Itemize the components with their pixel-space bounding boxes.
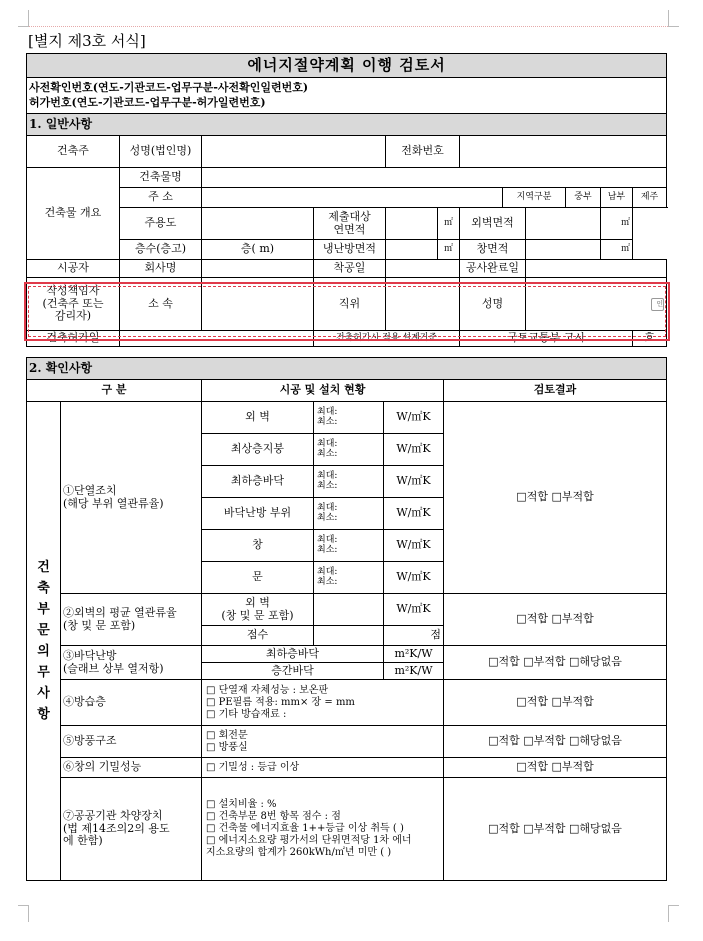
floor-heating-label: 바닥난방 부위 bbox=[202, 498, 314, 530]
window-label: 창 bbox=[202, 530, 314, 562]
top-roof-label: 최상층지붕 bbox=[202, 434, 314, 466]
r-value-unit: m²K/W bbox=[384, 646, 444, 663]
completion-date-field[interactable] bbox=[526, 260, 667, 278]
building-mandatory-label bbox=[27, 402, 61, 881]
wall-incl-label: 외 벽 (창 및 문 포함) bbox=[202, 594, 314, 626]
shading-option-ratio[interactable]: □ 설치비율 : % bbox=[206, 799, 277, 810]
permit-standard-label: 건축허가시 적용 설계기준 bbox=[314, 331, 460, 347]
section-1-heading: 1. 일반사항 bbox=[27, 114, 667, 136]
position-label: 직위 bbox=[314, 278, 386, 331]
permit-date-field[interactable] bbox=[120, 331, 314, 347]
window-area-label: 창면적 bbox=[460, 240, 526, 260]
mid-floor-label: 층간바닥 bbox=[202, 663, 384, 680]
windbreak-option-revolving-door[interactable]: □ 회전문 bbox=[206, 729, 248, 741]
vertical-label-char: 의 bbox=[37, 644, 50, 659]
door-label: 문 bbox=[202, 562, 314, 594]
owner-label: 건축주 bbox=[27, 136, 120, 168]
hvac-area-label: 냉난방면적 bbox=[314, 240, 386, 260]
wall-label: 외 벽 bbox=[202, 402, 314, 434]
author-name-field[interactable] bbox=[526, 278, 667, 331]
windbreak-result[interactable]: □적합 □부적합 □해당없음 bbox=[444, 726, 667, 758]
moisture-option-other[interactable]: □ 기타 방습재료 : bbox=[206, 708, 287, 720]
u-value-unit: W/㎡K bbox=[384, 434, 444, 466]
insulation-item-label: ①단열조치 (해당 부위 열관류율) bbox=[61, 402, 202, 594]
window-area-unit: ㎡ bbox=[601, 240, 633, 260]
vertical-label-char: 사 bbox=[37, 686, 50, 701]
form-number-label: [별지 제3호 서식] bbox=[28, 32, 146, 50]
permit-date-label: 건축허가일 bbox=[27, 331, 120, 347]
u-value-unit: W/㎡K bbox=[384, 402, 444, 434]
address-label: 주 소 bbox=[120, 188, 202, 208]
position-field[interactable] bbox=[386, 278, 460, 331]
affiliation-label: 소 속 bbox=[120, 278, 202, 331]
shading-option-score[interactable]: □ 건축부문 8번 항목 점수 : 점 bbox=[206, 811, 341, 822]
company-label: 회사명 bbox=[120, 260, 202, 278]
min-label: 최소: bbox=[317, 448, 338, 459]
vertical-label-char: 무 bbox=[37, 665, 50, 680]
region-central[interactable]: 중부 bbox=[566, 188, 601, 208]
airtightness-option[interactable]: □ 기밀성 : 등급 이상 bbox=[202, 758, 444, 778]
shading-option-efficiency[interactable]: □ 건축물 에너지효율 1++등급 이상 취득 ( ) bbox=[206, 823, 404, 834]
shading-result[interactable]: □적합 □부적합 □해당없음 bbox=[444, 778, 667, 881]
avg-wall-u-item-label: ②외벽의 평균 열관류율 (창 및 문 포함) bbox=[61, 594, 202, 646]
airtightness-item-label: ⑥창의 기밀성능 bbox=[61, 758, 202, 778]
shading-item-label: ⑦공공기관 차양장치 (법 제14조의2의 용도 에 한함) bbox=[61, 778, 202, 881]
score-label: 점수 bbox=[202, 626, 314, 646]
contractor-label: 시공자 bbox=[27, 260, 120, 278]
pre-check-number-label: 사전확인번호(연도-기관코드-업무구분-사전확인일련번호) bbox=[29, 80, 309, 94]
general-info-table bbox=[26, 53, 667, 347]
address-field[interactable] bbox=[202, 188, 503, 208]
hvac-area-unit: ㎡ bbox=[438, 240, 460, 260]
checklist-table bbox=[26, 357, 667, 881]
status-header: 시공 및 설치 현황 bbox=[202, 380, 444, 402]
max-label: 최대: bbox=[317, 471, 338, 482]
region-south[interactable]: 남부 bbox=[601, 188, 633, 208]
exterior-wall-area-label: 외벽면적 bbox=[460, 208, 526, 240]
main-use-label: 주용도 bbox=[120, 208, 202, 240]
region-label: 지역구분 bbox=[503, 188, 566, 208]
exterior-wall-area-field[interactable] bbox=[526, 208, 601, 240]
division-header: 구 분 bbox=[27, 380, 202, 402]
page-corner-guide bbox=[18, 10, 29, 27]
min-label: 최소: bbox=[317, 416, 338, 427]
owner-name-label: 성명(법인명) bbox=[120, 136, 202, 168]
u-value-unit: W/㎡K bbox=[384, 466, 444, 498]
floors-label: 층수(층고) bbox=[120, 240, 202, 260]
author-name-label: 성명 bbox=[460, 278, 526, 331]
building-name-label: 건축물명 bbox=[120, 168, 202, 188]
moisture-option-insulation[interactable]: □ 단열재 자체성능 : 보온판 bbox=[206, 684, 329, 696]
exterior-wall-area-unit: ㎡ bbox=[601, 208, 633, 240]
phone-field[interactable] bbox=[460, 136, 667, 168]
vertical-label-char: 문 bbox=[37, 623, 50, 638]
max-label: 최대: bbox=[317, 535, 338, 546]
moisture-barrier-item-label: ④방습층 bbox=[61, 680, 202, 726]
owner-name-field[interactable] bbox=[202, 136, 386, 168]
moisture-option-pe-film[interactable]: □ PE필름 적용: mm× 장 = mm bbox=[206, 696, 355, 708]
hvac-area-field[interactable] bbox=[386, 240, 438, 260]
permit-number-label: 허가번호(연도-기관코드-업무구분-허가일련번호) bbox=[29, 95, 266, 109]
avg-wall-u-result[interactable]: □적합 □부적합 bbox=[444, 594, 667, 646]
notice-label: 국토교통부 고시 bbox=[460, 331, 633, 347]
submit-area-unit: ㎡ bbox=[438, 208, 460, 240]
u-value-unit: W/㎡K bbox=[384, 530, 444, 562]
document-title: 에너지절약계획 이행 검토서 bbox=[27, 54, 667, 78]
submit-area-field[interactable] bbox=[386, 208, 438, 240]
vertical-label-char: 부 bbox=[37, 602, 50, 617]
building-name-field[interactable] bbox=[202, 168, 667, 188]
page-corner-guide bbox=[18, 905, 29, 922]
vertical-label-char: 건 bbox=[37, 560, 50, 575]
max-label: 최대: bbox=[317, 567, 338, 578]
company-field[interactable] bbox=[202, 260, 314, 278]
vertical-label-char: 축 bbox=[37, 581, 50, 596]
r-value-unit: m²K/W bbox=[384, 663, 444, 680]
main-use-field[interactable] bbox=[202, 208, 314, 240]
phone-label: 전화번호 bbox=[386, 136, 460, 168]
min-label: 최소: bbox=[317, 576, 338, 587]
start-date-label: 착공일 bbox=[314, 260, 386, 278]
page-corner-guide bbox=[668, 10, 679, 27]
page-corner-guide bbox=[668, 905, 679, 922]
region-jeju[interactable]: 제주 bbox=[633, 188, 667, 208]
floors-field[interactable]: 층( m) bbox=[202, 240, 314, 260]
max-label: 최대: bbox=[317, 503, 338, 514]
notice-number-suffix: 호 bbox=[633, 331, 667, 347]
window-area-field[interactable] bbox=[526, 240, 601, 260]
result-header: 검토결과 bbox=[444, 380, 667, 402]
seal-mark: 인 bbox=[651, 298, 664, 311]
max-label: 최대: bbox=[317, 407, 338, 418]
avg-u-field[interactable] bbox=[314, 594, 384, 626]
moisture-barrier-result[interactable]: □적합 □부적합 bbox=[444, 680, 667, 726]
building-overview-label: 건축물 개요 bbox=[27, 168, 120, 260]
insulation-result[interactable]: □적합 □부적합 bbox=[444, 402, 667, 594]
section-2-heading: 2. 확인사항 bbox=[27, 358, 667, 380]
floor-heating-result[interactable]: □적합 □부적합 □해당없음 bbox=[444, 646, 667, 680]
start-date-field[interactable] bbox=[386, 260, 460, 278]
u-value-unit: W/㎡K bbox=[384, 562, 444, 594]
score-field[interactable] bbox=[314, 626, 384, 646]
shading-option-energy-demand[interactable]: □ 에너지소요량 평가서의 단위면적당 1차 에너 지소요량의 합계가 260kWh/㎡년 미만 ( ) bbox=[206, 835, 412, 858]
floor-heating-item-label: ③바닥난방 (슬래브 상부 열저항) bbox=[61, 646, 202, 680]
min-label: 최소: bbox=[317, 480, 338, 491]
windbreak-option-vestibule[interactable]: □ 방풍실 bbox=[206, 741, 248, 753]
airtightness-result[interactable]: □적합 □부적합 bbox=[444, 758, 667, 778]
page-margin-guide bbox=[28, 26, 668, 27]
max-label: 최대: bbox=[317, 439, 338, 450]
submit-area-label: 제출대상 연면적 bbox=[314, 208, 386, 240]
bottom-floor-label: 최하층바닥 bbox=[202, 646, 384, 663]
author-label: 작성책임자 (건축주 또는 감리자) bbox=[27, 278, 120, 331]
bottom-floor-label: 최하층바닥 bbox=[202, 466, 314, 498]
min-label: 최소: bbox=[317, 512, 338, 523]
score-unit: 점 bbox=[384, 626, 444, 646]
completion-date-label: 공사완료일 bbox=[460, 260, 526, 278]
windbreak-item-label: ⑤방풍구조 bbox=[61, 726, 202, 758]
u-value-unit: W/㎡K bbox=[384, 498, 444, 530]
affiliation-field[interactable] bbox=[202, 278, 314, 331]
u-value-unit: W/㎡K bbox=[384, 594, 444, 626]
vertical-label-char: 항 bbox=[37, 707, 50, 722]
min-label: 최소: bbox=[317, 544, 338, 555]
